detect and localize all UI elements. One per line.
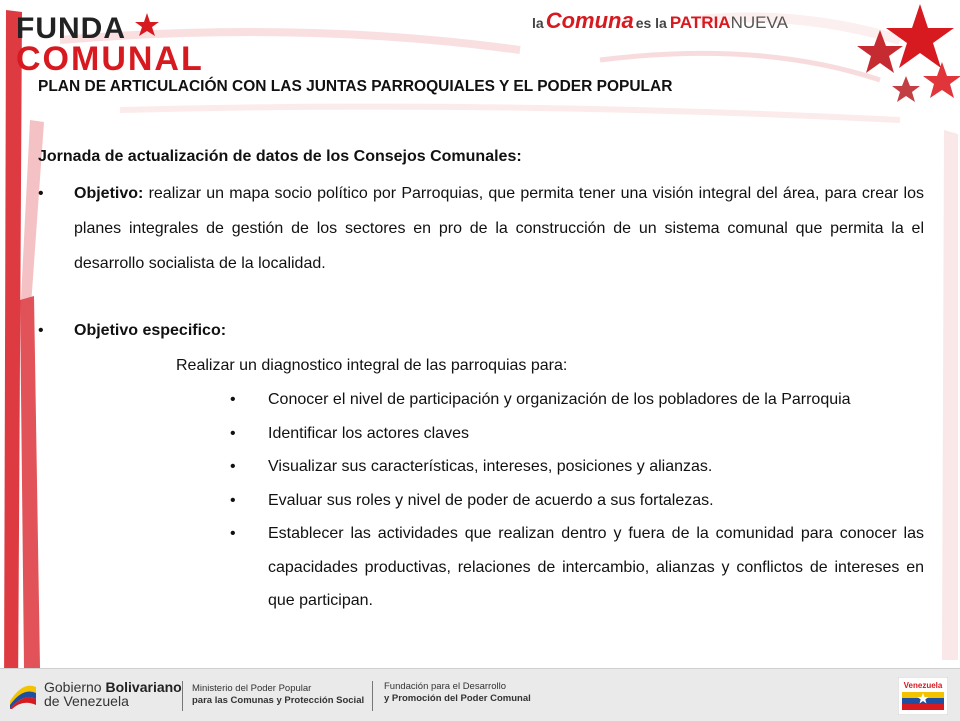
fundacion-line1: Fundación para el Desarrollo bbox=[384, 681, 506, 692]
list-item bbox=[230, 517, 924, 618]
bullet-marker: • bbox=[230, 424, 236, 442]
slogan-nueva: NUEVA bbox=[730, 13, 788, 32]
list-item bbox=[230, 383, 924, 417]
slogan bbox=[532, 8, 788, 34]
ministry-line1: Ministerio del Poder Popular bbox=[192, 683, 312, 694]
fundacion-line2: y Promoción del Poder Comunal bbox=[384, 693, 531, 704]
venezuela-flag-icon bbox=[8, 679, 38, 709]
slogan-patria: PATRIA bbox=[669, 13, 731, 32]
list-item-text: Evaluar sus roles y nivel de poder de acuerdo a sus fortalezas. bbox=[268, 491, 714, 509]
footer-divider bbox=[372, 681, 373, 711]
logo-line-comunal: COMUNAL bbox=[16, 40, 204, 78]
bullet-objetivo-especifico bbox=[38, 313, 924, 348]
sub-list bbox=[230, 383, 924, 618]
badge-text: Venezuela bbox=[903, 681, 943, 690]
bullet-marker: • bbox=[230, 391, 236, 408]
bullet-objetivo-body: realizar un mapa socio político por Parroquias, que permita tener una visión integral del área, para crear los planes integrales de gestión de los sectores en pro de la construcción de un sistema comunal que permita la el desarrollo socialista de la localidad. bbox=[74, 185, 924, 272]
bullet-objetivo-label: Objetivo: bbox=[74, 185, 144, 202]
list-item-text: Conocer el nivel de participación y organización de los pobladores de la Parroquia bbox=[268, 391, 851, 408]
bullet-marker: • bbox=[230, 458, 236, 475]
venezuela-badge-icon bbox=[898, 677, 948, 715]
list-item-text: Visualizar sus características, intereses, posiciones y alianzas. bbox=[268, 458, 713, 475]
bullet-marker: • bbox=[38, 322, 44, 339]
gobierno-logo bbox=[8, 679, 182, 709]
bolivariano-word: Bolivariano bbox=[105, 679, 182, 695]
ministry-text bbox=[192, 683, 364, 707]
ministry-line2: para las Comunas y Protección Social bbox=[192, 695, 365, 706]
footer-bar bbox=[0, 668, 960, 721]
bullet-marker: • bbox=[38, 185, 44, 202]
slogan-comuna: Comuna bbox=[545, 8, 634, 33]
list-item bbox=[230, 417, 924, 451]
sub-intro: Realizar un diagnostico integral de las parroquias para: bbox=[176, 357, 568, 374]
slogan-la: la bbox=[532, 15, 544, 31]
bullet-objetivo-especifico-label: Objetivo especifico: bbox=[74, 322, 227, 339]
bullet-objetivo bbox=[38, 176, 924, 281]
bullet-objetivo-text bbox=[74, 176, 924, 281]
bullet-marker: • bbox=[230, 525, 236, 542]
slide-title: PLAN DE ARTICULACIÓN CON LAS JUNTAS PARROQUIALES Y EL PODER POPULAR bbox=[38, 78, 673, 95]
bullet-marker: • bbox=[230, 491, 236, 509]
gobierno-line2: de Venezuela bbox=[44, 693, 129, 709]
gobierno-text bbox=[44, 680, 182, 708]
logo-line-funda: FUNDA bbox=[16, 12, 126, 45]
list-item bbox=[230, 450, 924, 484]
footer-divider bbox=[182, 681, 183, 711]
slogan-es-la: es la bbox=[635, 15, 667, 31]
fundacomunal-logo bbox=[16, 14, 204, 76]
gobierno-word: Gobierno bbox=[44, 679, 106, 695]
intro-heading: Jornada de actualización de datos de los Consejos Comunales: bbox=[38, 148, 522, 165]
list-item bbox=[230, 484, 924, 518]
fundacion-text bbox=[384, 681, 531, 705]
gobierno-line1 bbox=[44, 680, 182, 694]
list-item-text: Identificar los actores claves bbox=[268, 424, 469, 442]
list-item-text: Establecer las actividades que realizan dentro y fuera de la comunidad para conocer las capacidades productivas, relaciones de intercambio, alianzas y conflictos de intereses en que participan. bbox=[268, 525, 924, 609]
logo-star-icon bbox=[134, 12, 160, 38]
